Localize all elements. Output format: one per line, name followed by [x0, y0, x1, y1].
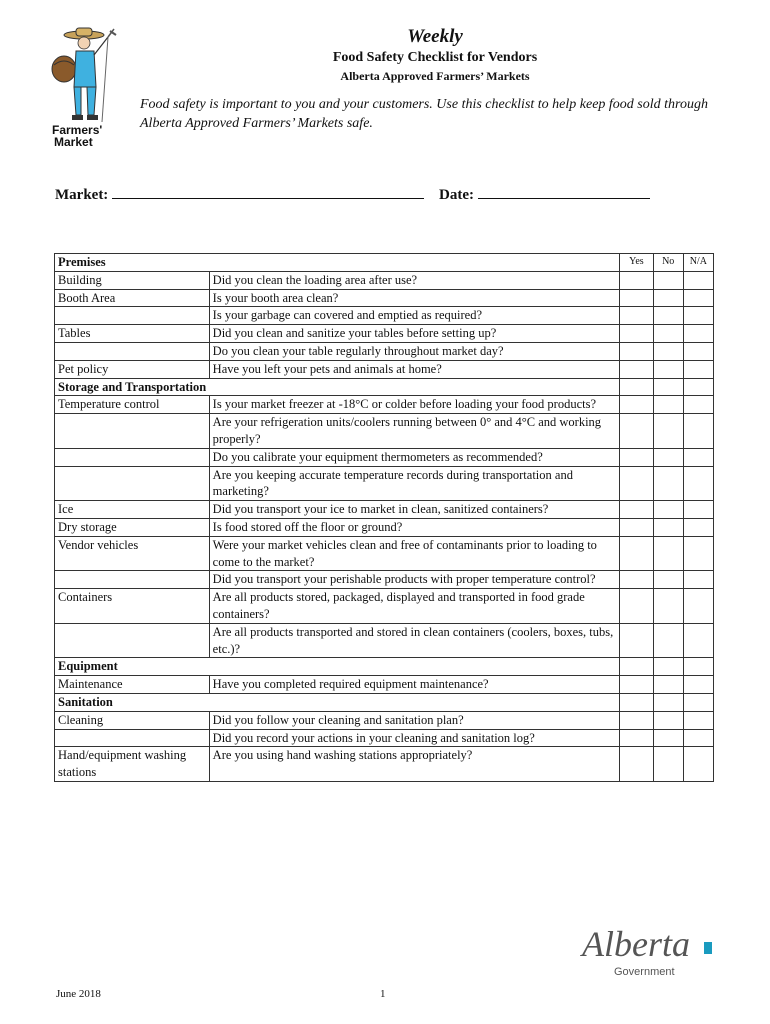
intro-text: Food safety is important to you and your customers. Use this checklist to help keep food sold through Alberta Approved Farmers’ Markets safe. — [140, 97, 708, 131]
yes-cell[interactable] — [620, 396, 654, 414]
category-cell: Tables — [55, 325, 210, 343]
table-row — [55, 271, 714, 289]
question-cell: Are all products stored, packaged, displayed and transported in food grade containers? — [209, 589, 619, 624]
yes-cell[interactable] — [620, 747, 654, 782]
table-row — [55, 325, 714, 343]
col-na-header: N/A — [683, 254, 713, 272]
na-cell[interactable] — [683, 271, 713, 289]
na-cell[interactable] — [683, 711, 713, 729]
question-cell: Did you transport your perishable products with proper temperature control? — [209, 571, 619, 589]
table-row — [55, 289, 714, 307]
no-cell[interactable] — [653, 396, 683, 414]
no-cell[interactable] — [653, 536, 683, 571]
question-cell: Are all products transported and stored in clean containers (coolers, boxes, tubs, etc.)? — [209, 623, 619, 658]
yes-cell — [620, 378, 654, 396]
table-row — [55, 342, 714, 360]
question-cell: Are you keeping accurate temperature records during transportation and marketing? — [209, 466, 619, 501]
yes-cell[interactable] — [620, 414, 654, 449]
yes-cell[interactable] — [620, 271, 654, 289]
na-cell[interactable] — [683, 571, 713, 589]
table-row — [55, 307, 714, 325]
na-cell — [683, 693, 713, 711]
category-cell — [55, 448, 210, 466]
category-cell — [55, 623, 210, 658]
yes-cell[interactable] — [620, 571, 654, 589]
no-cell[interactable] — [653, 729, 683, 747]
na-cell[interactable] — [683, 396, 713, 414]
na-cell[interactable] — [683, 536, 713, 571]
gov-logo-word: Alberta — [582, 924, 690, 964]
no-cell[interactable] — [653, 501, 683, 519]
na-cell — [683, 378, 713, 396]
no-cell[interactable] — [653, 711, 683, 729]
footer-date: June 2018 — [56, 988, 101, 1000]
page-title: Food Safety Checklist for Vendors — [332, 50, 538, 65]
na-cell[interactable] — [683, 342, 713, 360]
table-row — [55, 623, 714, 658]
no-cell[interactable] — [653, 271, 683, 289]
question-cell: Is food stored off the floor or ground? — [209, 518, 619, 536]
category-cell: Cleaning — [55, 711, 210, 729]
table-row — [55, 518, 714, 536]
page-number: 1 — [380, 988, 386, 1000]
no-cell[interactable] — [653, 589, 683, 624]
na-cell[interactable] — [683, 729, 713, 747]
checklist-table — [54, 253, 714, 782]
no-cell[interactable] — [653, 414, 683, 449]
table-row — [55, 466, 714, 501]
table-row — [55, 501, 714, 519]
yes-cell[interactable] — [620, 501, 654, 519]
page-subtitle: Alberta Approved Farmers’ Markets — [340, 69, 530, 83]
section-row — [55, 658, 714, 676]
date-label: Date: — [439, 187, 474, 203]
category-cell — [55, 414, 210, 449]
na-cell[interactable] — [683, 623, 713, 658]
table-row — [55, 729, 714, 747]
category-cell — [55, 466, 210, 501]
yes-cell[interactable] — [620, 623, 654, 658]
category-cell: Dry storage — [55, 518, 210, 536]
gov-logo-accent — [704, 942, 712, 954]
table-row — [55, 360, 714, 378]
no-cell[interactable] — [653, 466, 683, 501]
question-cell: Did you clean and sanitize your tables before setting up? — [209, 325, 619, 343]
question-cell: Have you left your pets and animals at home? — [209, 360, 619, 378]
yes-cell[interactable] — [620, 589, 654, 624]
na-cell[interactable] — [683, 289, 713, 307]
yes-cell[interactable] — [620, 536, 654, 571]
date-input-line[interactable] — [478, 184, 650, 199]
category-cell: Building — [55, 271, 210, 289]
header-weekly: Weekly — [407, 26, 463, 47]
section-spacer — [209, 254, 619, 272]
no-cell[interactable] — [653, 571, 683, 589]
yes-cell[interactable] — [620, 676, 654, 694]
na-cell[interactable] — [683, 360, 713, 378]
no-cell[interactable] — [653, 518, 683, 536]
na-cell[interactable] — [683, 747, 713, 782]
no-cell[interactable] — [653, 676, 683, 694]
no-cell[interactable] — [653, 342, 683, 360]
yes-cell[interactable] — [620, 518, 654, 536]
yes-cell[interactable] — [620, 289, 654, 307]
logo-line2: Market — [54, 135, 93, 149]
category-cell: Containers — [55, 589, 210, 624]
table-row — [55, 676, 714, 694]
category-cell: Hand/equipment washing stations — [55, 747, 210, 782]
category-cell: Booth Area — [55, 289, 210, 307]
yes-cell[interactable] — [620, 307, 654, 325]
yes-cell[interactable] — [620, 448, 654, 466]
question-cell: Is your market freezer at -18°C or colder before loading your food products? — [209, 396, 619, 414]
na-cell[interactable] — [683, 676, 713, 694]
table-row — [55, 448, 714, 466]
no-cell — [653, 693, 683, 711]
market-label: Market: — [55, 187, 109, 203]
no-cell[interactable] — [653, 448, 683, 466]
no-cell[interactable] — [653, 747, 683, 782]
na-cell[interactable] — [683, 589, 713, 624]
question-cell: Is your garbage can covered and emptied as required? — [209, 307, 619, 325]
question-cell: Have you completed required equipment maintenance? — [209, 676, 619, 694]
table-row — [55, 396, 714, 414]
gov-logo-sub: Government — [614, 966, 675, 978]
no-cell — [653, 658, 683, 676]
no-cell — [653, 378, 683, 396]
na-cell[interactable] — [683, 466, 713, 501]
question-cell: Are you using hand washing stations appropriately? — [209, 747, 619, 782]
question-cell: Do you clean your table regularly throughout market day? — [209, 342, 619, 360]
section-label: Premises — [55, 254, 210, 272]
no-cell[interactable] — [653, 325, 683, 343]
date-field — [439, 184, 650, 204]
na-cell[interactable] — [683, 501, 713, 519]
market-input-line[interactable] — [112, 184, 424, 199]
table-row — [55, 571, 714, 589]
na-cell[interactable] — [683, 325, 713, 343]
logo-line1: Farmers' — [52, 123, 103, 137]
section-label: Equipment — [55, 658, 210, 676]
yes-cell — [620, 693, 654, 711]
question-cell: Did you clean the loading area after use? — [209, 271, 619, 289]
section-spacer — [209, 378, 619, 396]
question-cell: Did you transport your ice to market in clean, sanitized containers? — [209, 501, 619, 519]
category-cell — [55, 571, 210, 589]
yes-cell[interactable] — [620, 729, 654, 747]
question-cell: Did you record your actions in your cleaning and sanitation log? — [209, 729, 619, 747]
table-row — [55, 589, 714, 624]
na-cell[interactable] — [683, 307, 713, 325]
col-no-header: No — [653, 254, 683, 272]
section-label: Sanitation — [55, 693, 210, 711]
yes-cell — [620, 658, 654, 676]
na-cell[interactable] — [683, 414, 713, 449]
category-cell: Temperature control — [55, 396, 210, 414]
alberta-government-logo-icon — [580, 920, 720, 980]
question-cell: Did you follow your cleaning and sanitation plan? — [209, 711, 619, 729]
no-cell[interactable] — [653, 307, 683, 325]
question-cell: Do you calibrate your equipment thermometers as recommended? — [209, 448, 619, 466]
na-cell[interactable] — [683, 518, 713, 536]
question-cell: Were your market vehicles clean and free of contaminants prior to loading to come to the market? — [209, 536, 619, 571]
logo-text — [52, 124, 102, 148]
question-cell: Are your refrigeration units/coolers running between 0° and 4°C and working properly? — [209, 414, 619, 449]
section-spacer — [209, 658, 619, 676]
table-row — [55, 747, 714, 782]
no-cell[interactable] — [653, 623, 683, 658]
category-cell — [55, 729, 210, 747]
na-cell[interactable] — [683, 448, 713, 466]
section-row — [55, 254, 714, 272]
section-label: Storage and Transportation — [55, 378, 210, 396]
question-cell: Is your booth area clean? — [209, 289, 619, 307]
yes-cell[interactable] — [620, 325, 654, 343]
yes-cell[interactable] — [620, 342, 654, 360]
category-cell — [55, 307, 210, 325]
category-cell: Maintenance — [55, 676, 210, 694]
yes-cell[interactable] — [620, 711, 654, 729]
section-row — [55, 378, 714, 396]
no-cell[interactable] — [653, 360, 683, 378]
section-row — [55, 693, 714, 711]
category-cell — [55, 342, 210, 360]
section-spacer — [209, 693, 619, 711]
yes-cell[interactable] — [620, 466, 654, 501]
na-cell — [683, 658, 713, 676]
market-field — [55, 184, 424, 204]
yes-cell[interactable] — [620, 360, 654, 378]
category-cell: Vendor vehicles — [55, 536, 210, 571]
table-row — [55, 414, 714, 449]
col-yes-header: Yes — [620, 254, 654, 272]
no-cell[interactable] — [653, 289, 683, 307]
table-row — [55, 536, 714, 571]
table-row — [55, 711, 714, 729]
category-cell: Ice — [55, 501, 210, 519]
category-cell: Pet policy — [55, 360, 210, 378]
